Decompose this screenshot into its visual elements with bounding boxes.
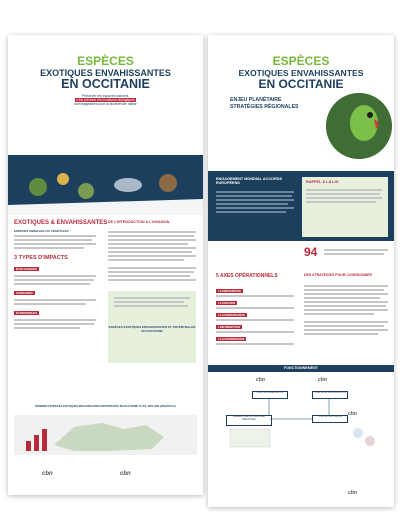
text-line	[216, 207, 294, 209]
text-line	[304, 293, 388, 295]
text-line	[114, 301, 184, 303]
text-line	[216, 199, 294, 201]
org-box-coordination: COMITÉ DE COORDINATION	[312, 391, 348, 399]
poster1-section-definition: EXOTIQUES & ENVAHISSANTES	[14, 220, 108, 226]
poster1-illustration-band	[8, 155, 203, 215]
poster1-definition-subtitle: ESPÈCES ANIMALES OU VÉGÉTALES	[14, 229, 69, 233]
poster1-intro-highlight: c'est prévenir les invasions biologiques	[76, 98, 135, 103]
text-line	[14, 247, 84, 249]
poster-right	[208, 35, 394, 507]
parrot-photo	[326, 93, 392, 159]
text-line	[108, 231, 196, 233]
text-line	[108, 235, 194, 237]
text-line	[108, 239, 196, 241]
poster1-footer-chart	[14, 415, 197, 455]
org-box-orientation: COMITÉ D'ORIENTATION	[252, 391, 288, 399]
axe-information: L'INFORMATION	[218, 325, 240, 329]
poster2-section-strategies: DES STRATÉGIES POUR COORDONNER	[304, 273, 372, 277]
text-line	[304, 289, 384, 291]
text-line	[304, 301, 388, 303]
poster2-title-line3: EN OCCITANIE	[258, 77, 344, 91]
text-line	[14, 319, 96, 321]
poster2-subtitle-line1: ENJEU PLANÉTAIRE	[230, 97, 282, 103]
text-line	[304, 297, 380, 299]
axe-gestion: LA GESTION	[218, 301, 235, 305]
text-line	[14, 323, 94, 325]
text-line	[306, 197, 382, 199]
text-line	[14, 279, 94, 281]
text-line	[304, 305, 386, 307]
poster1-section-types: 3 TYPES D'IMPACTS	[14, 255, 68, 261]
text-line	[304, 285, 388, 287]
poster2-logo-4: cbn	[348, 490, 357, 496]
poster1-section-introduction: DE L'INTRODUCTION À L'INVASION	[108, 220, 170, 224]
poster2-fonctionnement-band	[208, 365, 394, 372]
text-line	[108, 259, 184, 261]
text-line	[324, 253, 384, 255]
poster2-section-rappel: RAPPEL À LA LOI	[306, 180, 339, 184]
poster1-title-line1: ESPÈCES	[77, 54, 134, 68]
parrot-icon	[326, 93, 392, 159]
text-line	[216, 203, 288, 205]
text-line	[216, 191, 294, 193]
impact-ecologiques-chip: ÉCOLOGIQUES	[16, 267, 37, 271]
poster2-title-line2: EXOTIQUES ENVAHISSANTES	[238, 68, 364, 78]
text-line	[108, 267, 196, 269]
text-line	[14, 243, 96, 245]
text-line	[14, 283, 90, 285]
text-line	[304, 329, 388, 331]
poster2-title-line1: ESPÈCES	[272, 54, 330, 68]
text-line	[14, 235, 96, 237]
poster1-title-line3: EN OCCITANIE	[61, 77, 150, 91]
axe-gouvernance: LA GOUVERNANCE	[218, 337, 245, 341]
text-line	[216, 331, 294, 333]
poster1-title-line2: EXOTIQUES ENVAHISSANTES	[40, 68, 171, 78]
poster1-logo-2: cbn	[120, 471, 131, 477]
text-line	[14, 239, 92, 241]
text-line	[306, 193, 380, 195]
text-line	[114, 297, 190, 299]
text-line	[304, 309, 388, 311]
text-line	[216, 195, 292, 197]
org-box-reseaux: RÉSEAUX DE LA STRATÉGIE RÉGIONALE	[226, 415, 272, 426]
poster2-logo-2: cbn	[318, 377, 327, 383]
text-line	[304, 333, 378, 335]
text-line	[14, 299, 96, 301]
text-line	[14, 327, 80, 329]
poster2-logo-3: cbn	[348, 411, 357, 417]
text-line	[114, 305, 188, 307]
text-line	[14, 275, 96, 277]
text-line	[108, 279, 196, 281]
text-line	[304, 313, 374, 315]
text-line	[324, 249, 388, 251]
poster2-rappel-panel	[302, 177, 388, 237]
poster2-subtitle-line2: STRATÉGIES RÉGIONALES	[230, 104, 299, 110]
text-line	[304, 325, 384, 327]
axe-connaissance: LA CONNAISSANCE	[218, 313, 246, 317]
text-line	[216, 295, 294, 297]
poster2-section-fonctionnement: FONCTIONNEMENT	[284, 366, 318, 370]
text-line	[216, 319, 294, 321]
poster-left	[8, 35, 203, 495]
text-line	[216, 343, 294, 345]
impact-sanitaires-chip: SANITAIRES	[16, 291, 33, 295]
text-line	[108, 275, 190, 277]
poster1-intro-line3: dommageables pour la biodiversité native	[74, 102, 137, 107]
org-arrows-icon	[208, 397, 394, 457]
poster2-big-number: 94	[304, 245, 318, 259]
text-line	[14, 303, 86, 305]
text-line	[306, 189, 382, 191]
text-line	[108, 247, 196, 249]
text-line	[108, 243, 188, 245]
poster1-intro-line1: Préserver les espaces naturels,	[81, 94, 130, 98]
poster2-section-engagement: ENGAGEMENT MONDIAL ACCORDS EUROPÉENS	[216, 177, 283, 185]
text-line	[216, 211, 286, 213]
axe-prevention: LA PRÉVENTION	[218, 289, 241, 293]
poster2-logo-1: cbn	[256, 377, 265, 383]
poster1-footer-label: NOMBRE D'ESPÈCES EXOTIQUES ENVAHISSANTES INTRODUITES EN OCCITANIE AU FIL DES ANS (VÉGÉTAUX)	[35, 405, 176, 408]
text-line	[306, 201, 376, 203]
impact-economiques-chip: ÉCONOMIQUES	[16, 311, 38, 315]
poster1-listes-panel	[108, 291, 196, 363]
poster1-intro	[28, 94, 183, 107]
text-line	[216, 307, 294, 309]
text-line	[108, 251, 192, 253]
text-line	[108, 255, 196, 257]
org-box-technique: COMITÉ TECHNIQUE	[312, 415, 348, 423]
occitanie-map-icon	[14, 415, 197, 455]
text-line	[304, 321, 388, 323]
species-illustration-icon	[8, 155, 203, 215]
poster1-section-listes: ESPÈCES EXOTIQUES ENVAHISSANTES ET POTENTIELLES EN OCCITANIE	[108, 325, 196, 333]
poster1-logo-1: cbn	[42, 471, 53, 477]
poster2-section-axes: 5 AXES OPÉRATIONNELS	[216, 273, 278, 279]
text-line	[108, 271, 194, 273]
